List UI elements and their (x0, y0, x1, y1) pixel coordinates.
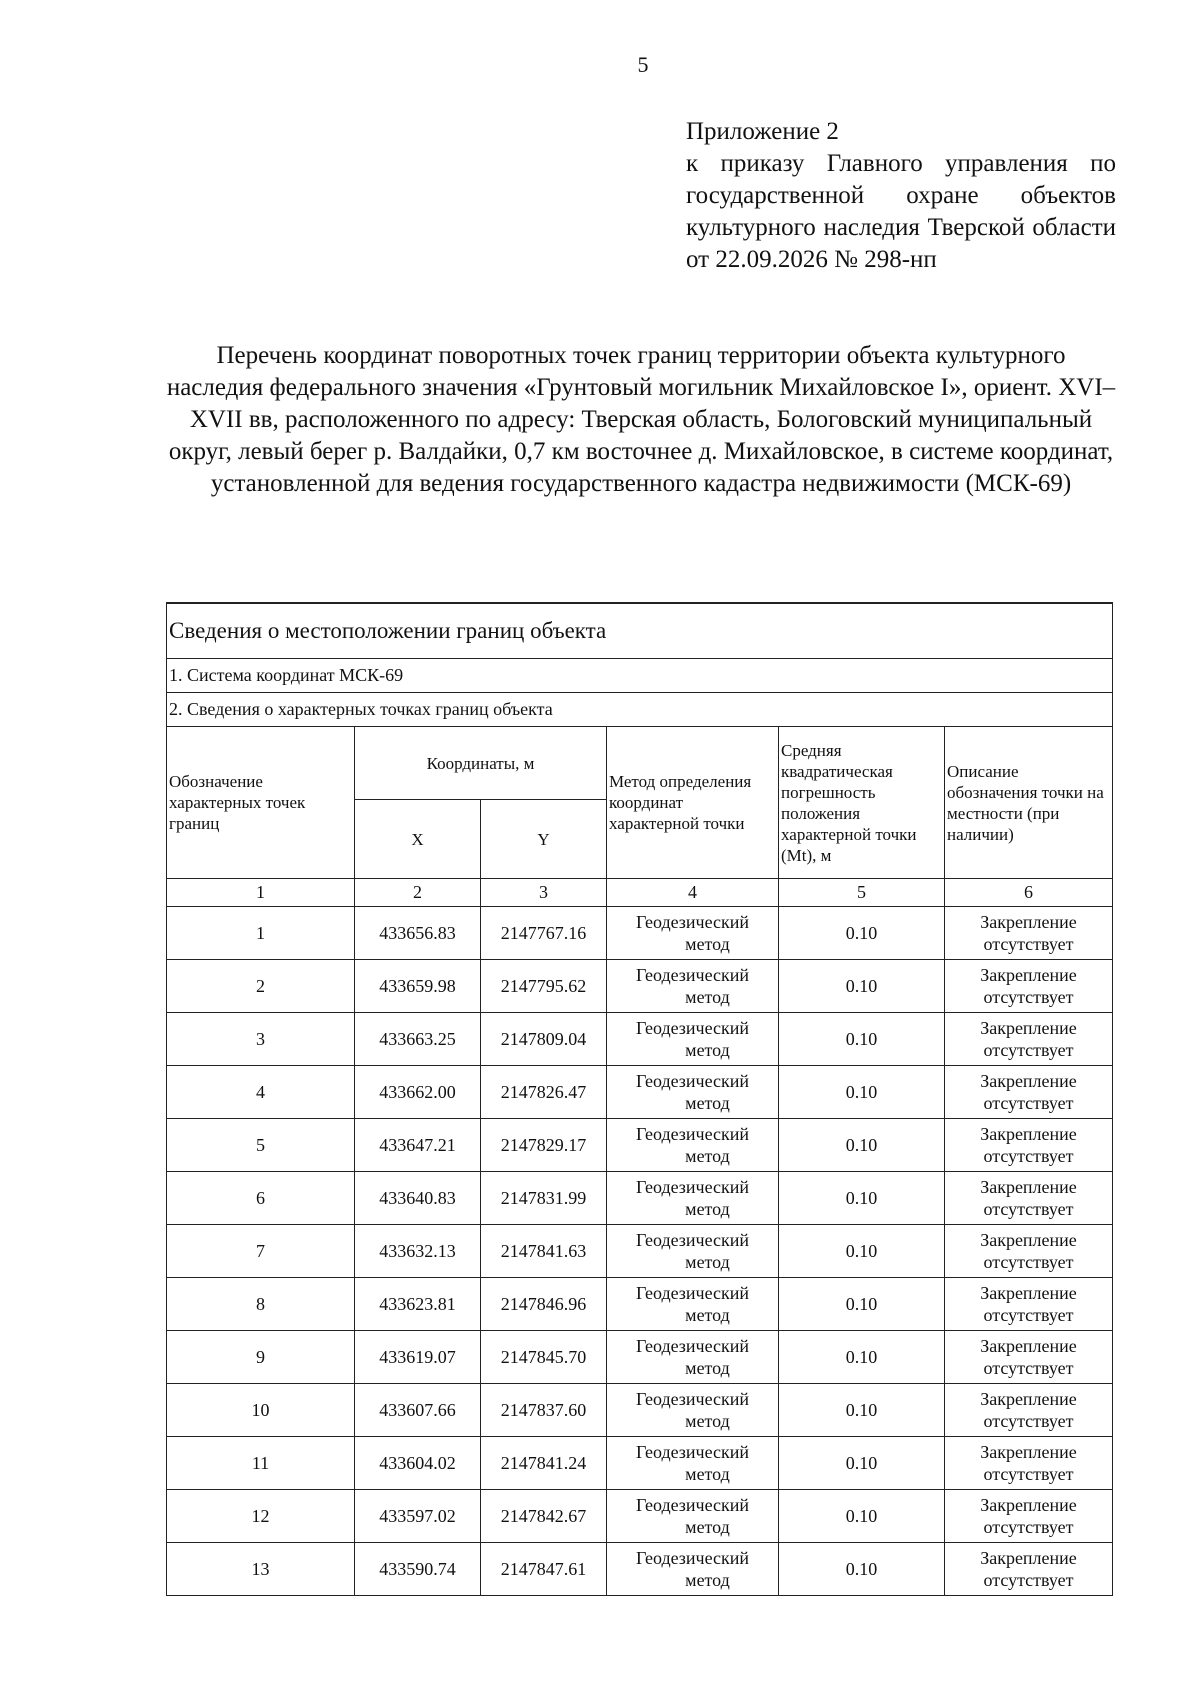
method-cell (607, 1331, 779, 1384)
x-coordinate-cell: 433632.13 (355, 1225, 481, 1278)
table-row (167, 1119, 1113, 1172)
x-coordinate-cell: 433647.21 (355, 1119, 481, 1172)
column-number: 2 (355, 879, 481, 907)
description-line-1: Закрепление (980, 1336, 1077, 1356)
method-line-1: Геодезический (635, 1389, 750, 1409)
description-line-1: Закрепление (980, 1230, 1077, 1250)
column-number: 3 (481, 879, 607, 907)
mt-error-cell: 0.10 (779, 1384, 945, 1437)
mt-error-cell: 0.10 (779, 1437, 945, 1490)
method-line-2: метод (685, 1570, 730, 1590)
point-number-cell: 4 (167, 1066, 355, 1119)
description-line-2: отсутствует (983, 1411, 1074, 1431)
description-line-2: отсутствует (983, 1093, 1074, 1113)
header-x: X (355, 800, 481, 879)
x-coordinate-cell: 433656.83 (355, 907, 481, 960)
mt-error-cell: 0.10 (779, 1543, 945, 1596)
mt-error-cell: 0.10 (779, 1172, 945, 1225)
x-coordinate-cell: 433590.74 (355, 1543, 481, 1596)
method-cell (607, 1384, 779, 1437)
description-cell (945, 1384, 1113, 1437)
table-row (167, 1278, 1113, 1331)
x-coordinate-cell: 433663.25 (355, 1013, 481, 1066)
description-line-2: отсутствует (983, 987, 1074, 1007)
method-line-2: метод (685, 1517, 730, 1537)
x-coordinate-cell: 433640.83 (355, 1172, 481, 1225)
description-line-1: Закрепление (980, 912, 1077, 932)
description-line-1: Закрепление (980, 1548, 1077, 1568)
description-line-1: Закрепление (980, 1442, 1077, 1462)
method-cell (607, 1119, 779, 1172)
y-coordinate-cell: 2147831.99 (481, 1172, 607, 1225)
coordinates-table (166, 602, 1113, 1596)
description-line-1: Закрепление (980, 1495, 1077, 1515)
method-line-1: Геодезический (635, 1124, 750, 1144)
x-coordinate-cell: 433623.81 (355, 1278, 481, 1331)
description-cell (945, 1066, 1113, 1119)
description-line-1: Закрепление (980, 1124, 1077, 1144)
description-cell (945, 1331, 1113, 1384)
method-cell (607, 1490, 779, 1543)
method-line-1: Геодезический (635, 1336, 750, 1356)
mt-error-cell: 0.10 (779, 1013, 945, 1066)
point-number-cell: 6 (167, 1172, 355, 1225)
column-number: 6 (945, 879, 1113, 907)
description-line-2: отсутствует (983, 1464, 1074, 1484)
description-line-2: отсутствует (983, 1517, 1074, 1537)
mt-error-cell: 0.10 (779, 1331, 945, 1384)
column-number: 4 (607, 879, 779, 907)
y-coordinate-cell: 2147795.62 (481, 960, 607, 1013)
y-coordinate-cell: 2147846.96 (481, 1278, 607, 1331)
method-line-1: Геодезический (635, 965, 750, 985)
description-line-2: отсутствует (983, 1358, 1074, 1378)
method-line-2: метод (685, 987, 730, 1007)
method-line-2: метод (685, 934, 730, 954)
column-number: 1 (167, 879, 355, 907)
table-row (167, 1543, 1113, 1596)
description-line-2: отсутствует (983, 1252, 1074, 1272)
annex-body: к приказу Главного управления по государственной охране объектов культурного наследия Тверской области от 22.09.2026 № 298-нп (686, 150, 1116, 273)
method-cell (607, 1066, 779, 1119)
header-row-1 (167, 727, 1113, 800)
y-coordinate-cell: 2147829.17 (481, 1119, 607, 1172)
point-number-cell: 7 (167, 1225, 355, 1278)
table-row (167, 1013, 1113, 1066)
mt-error-cell: 0.10 (779, 1066, 945, 1119)
description-line-2: отсутствует (983, 1305, 1074, 1325)
section-title-row (167, 603, 1113, 659)
method-cell (607, 1225, 779, 1278)
point-number-cell: 2 (167, 960, 355, 1013)
mt-error-cell: 0.10 (779, 1278, 945, 1331)
y-coordinate-cell: 2147842.67 (481, 1490, 607, 1543)
x-coordinate-cell: 433619.07 (355, 1331, 481, 1384)
header-y: Y (481, 800, 607, 879)
y-coordinate-cell: 2147841.63 (481, 1225, 607, 1278)
method-line-2: метод (685, 1146, 730, 1166)
method-line-1: Геодезический (635, 1177, 750, 1197)
point-number-cell: 3 (167, 1013, 355, 1066)
points-section-row (167, 693, 1113, 727)
header-method: Метод определения координат характерной точки (607, 727, 779, 879)
description-cell (945, 960, 1113, 1013)
description-line-1: Закрепление (980, 1283, 1077, 1303)
table-row (167, 1490, 1113, 1543)
description-cell (945, 1490, 1113, 1543)
point-number-cell: 1 (167, 907, 355, 960)
method-line-1: Геодезический (635, 1283, 750, 1303)
method-line-1: Геодезический (635, 1230, 750, 1250)
table-row (167, 1066, 1113, 1119)
header-description: Описание обозначения точки на местности (при наличии) (945, 727, 1113, 879)
y-coordinate-cell: 2147809.04 (481, 1013, 607, 1066)
table-row (167, 1437, 1113, 1490)
y-coordinate-cell: 2147841.24 (481, 1437, 607, 1490)
method-cell (607, 960, 779, 1013)
x-coordinate-cell: 433604.02 (355, 1437, 481, 1490)
description-line-2: отсутствует (983, 1570, 1074, 1590)
header-designation: Обозначение характерных точек границ (167, 727, 355, 879)
method-line-2: метод (685, 1199, 730, 1219)
coordinate-system-row (167, 659, 1113, 693)
description-line-2: отсутствует (983, 1146, 1074, 1166)
description-line-1: Закрепление (980, 1389, 1077, 1409)
description-line-2: отсутствует (983, 934, 1074, 954)
description-cell (945, 1543, 1113, 1596)
table-row (167, 1331, 1113, 1384)
method-line-1: Геодезический (635, 1495, 750, 1515)
header-coordinates: Координаты, м (355, 727, 607, 800)
annex-block (686, 116, 1116, 276)
description-line-2: отсутствует (983, 1199, 1074, 1219)
description-cell (945, 1278, 1113, 1331)
points-section-label: 2. Сведения о характерных точках границ объекта (167, 693, 1113, 727)
x-coordinate-cell: 433662.00 (355, 1066, 481, 1119)
method-line-1: Геодезический (635, 912, 750, 932)
method-line-1: Геодезический (635, 1548, 750, 1568)
table-row (167, 1225, 1113, 1278)
y-coordinate-cell: 2147826.47 (481, 1066, 607, 1119)
method-line-2: метод (685, 1040, 730, 1060)
description-line-1: Закрепление (980, 1177, 1077, 1197)
point-number-cell: 5 (167, 1119, 355, 1172)
point-number-cell: 9 (167, 1331, 355, 1384)
description-line-1: Закрепление (980, 1018, 1077, 1038)
method-line-1: Геодезический (635, 1442, 750, 1462)
description-cell (945, 1119, 1113, 1172)
table-row (167, 907, 1113, 960)
description-line-1: Закрепление (980, 965, 1077, 985)
mt-error-cell: 0.10 (779, 1225, 945, 1278)
method-line-1: Геодезический (635, 1018, 750, 1038)
method-line-2: метод (685, 1252, 730, 1272)
y-coordinate-cell: 2147837.60 (481, 1384, 607, 1437)
point-number-cell: 10 (167, 1384, 355, 1437)
description-line-1: Закрепление (980, 1071, 1077, 1091)
document-title: Перечень координат поворотных точек границ территории объекта культурного наследия федерального значения «Грунтовый могильник Михайловское I», ориент. XVI–XVII вв, расположенного по адресу: Тверская область, Бологовский муниципальный округ, левый берег р. Валдайки, 0,7 км восточнее д. Михайловское, в системе координат, установленной для ведения государственного кадастра недвижимости (МСК-69) (166, 342, 1116, 497)
description-cell (945, 907, 1113, 960)
method-cell (607, 1437, 779, 1490)
table-row (167, 1384, 1113, 1437)
method-cell (607, 1172, 779, 1225)
column-number-row (167, 879, 1113, 907)
description-cell (945, 1013, 1113, 1066)
column-number: 5 (779, 879, 945, 907)
description-cell (945, 1225, 1113, 1278)
description-line-2: отсутствует (983, 1040, 1074, 1060)
point-number-cell: 13 (167, 1543, 355, 1596)
x-coordinate-cell: 433659.98 (355, 960, 481, 1013)
x-coordinate-cell: 433607.66 (355, 1384, 481, 1437)
mt-error-cell: 0.10 (779, 960, 945, 1013)
method-line-2: метод (685, 1305, 730, 1325)
y-coordinate-cell: 2147845.70 (481, 1331, 607, 1384)
mt-error-cell: 0.10 (779, 1119, 945, 1172)
point-number-cell: 12 (167, 1490, 355, 1543)
page-number: 5 (637, 52, 649, 77)
x-coordinate-cell: 433597.02 (355, 1490, 481, 1543)
coordinate-system-label: 1. Система координат МСК-69 (167, 659, 1113, 693)
method-line-2: метод (685, 1411, 730, 1431)
method-line-1: Геодезический (635, 1071, 750, 1091)
table-row (167, 960, 1113, 1013)
method-cell (607, 1013, 779, 1066)
method-line-2: метод (685, 1464, 730, 1484)
method-line-2: метод (685, 1093, 730, 1113)
mt-error-cell: 0.10 (779, 1490, 945, 1543)
mt-error-cell: 0.10 (779, 907, 945, 960)
method-line-2: метод (685, 1358, 730, 1378)
y-coordinate-cell: 2147767.16 (481, 907, 607, 960)
description-cell (945, 1437, 1113, 1490)
description-cell (945, 1172, 1113, 1225)
section-title: Сведения о местоположении границ объекта (167, 603, 1113, 659)
header-error: Средняя квадратическая погрешность положения характерной точки (Mt), м (779, 727, 945, 879)
y-coordinate-cell: 2147847.61 (481, 1543, 607, 1596)
table-row (167, 1172, 1113, 1225)
method-cell (607, 907, 779, 960)
annex-title: Приложение 2 (686, 118, 839, 145)
method-cell (607, 1543, 779, 1596)
point-number-cell: 8 (167, 1278, 355, 1331)
point-number-cell: 11 (167, 1437, 355, 1490)
method-cell (607, 1278, 779, 1331)
